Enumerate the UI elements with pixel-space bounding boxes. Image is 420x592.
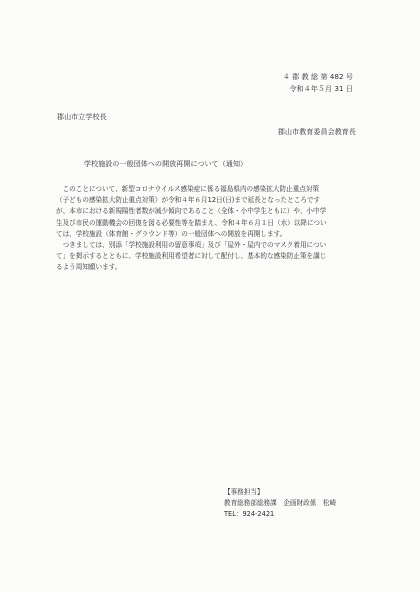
body-line: つきましては、別添「学校施設利用の留意事項」及び「屋外・屋内でのマスク着用につい [56, 241, 327, 250]
body-line: て」を掲示するとともに、学校施設利用希望者に対して配付し、基本的な感染防止策を講じ [56, 252, 327, 261]
body-line: 生及び市民の運動機会の回復を図る必要性等を踏まえ、令和４年６月１日（水）以降につい [56, 218, 327, 227]
contact-tel: TEL：924-2421 [224, 510, 275, 519]
body-text [56, 184, 378, 274]
subject-title: 学校施設の一般団体への開放再開について（通知） [84, 160, 248, 168]
contact-department: 教育総務部総務課 企画財政係 松崎 [224, 499, 337, 508]
document-number: ４ 郡 教 総 第 482 号 [282, 73, 353, 81]
body-line: ては、学校施設（体育館・グラウンド等）の一般団体への開放を再開します。 [56, 229, 287, 238]
document-date: 令和４年５月 31 日 [289, 85, 353, 93]
body-line: このことについて、新型コロナウイルス感染症に係る福島県内の感染拡大防止重点対策 [56, 185, 320, 193]
body-line: （子どもの感染拡大防止重点対策）が令和４年６月12日(日)まで延長となったところです [56, 196, 321, 205]
body-line: るよう周知願います。 [56, 263, 122, 272]
contact-block [224, 487, 336, 521]
contact-heading: 【事務担当】 [224, 488, 264, 496]
body-line: が、本市における新規陽性者数が減少傾向であること（全体・小中学生ともに）や、小中学 [56, 207, 327, 216]
sender: 郡山市教育委員会教育長 [277, 128, 356, 136]
recipient: 郡山市立学校長 [57, 113, 107, 121]
